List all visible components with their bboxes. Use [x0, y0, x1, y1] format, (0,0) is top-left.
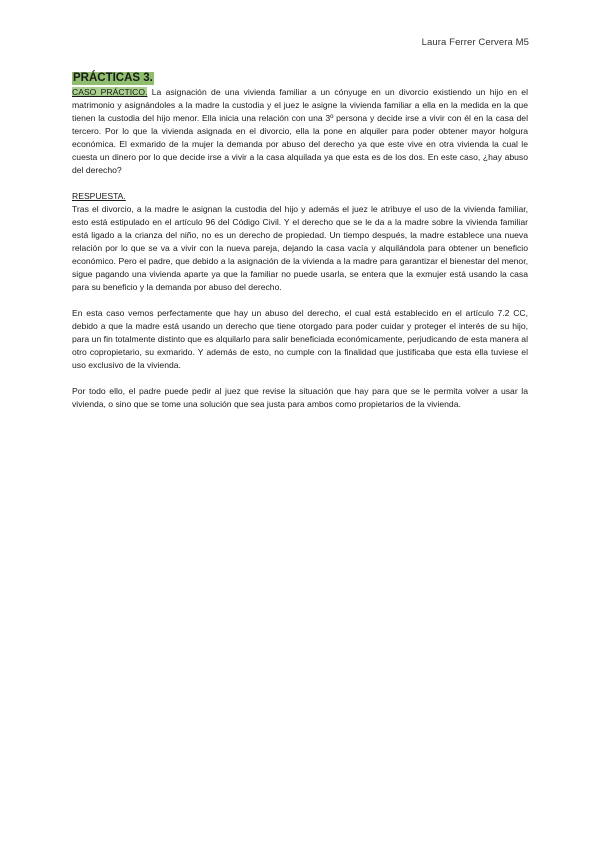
case-label: CASO PRÁCTICO.: [72, 87, 148, 97]
spacer: [72, 372, 528, 385]
case-text: La asignación de una vivienda familiar a un cónyuge en un divorcio existiendo un hijo en el matrimonio y asignándoles a la madre la custodia y el juez le asigne la vivienda familiar a ella en la medida en la que tienen la custodia del hijo menor. Ella inicia una relación con una 3º persona y decide irse a vivir con él en la casa del tercero. Por lo que la vivienda asignada en el divorcio, ella la pone en alquiler para poder obtener mayor holgura económica. El exmarido de la mujer la demanda por abuso del derecho ya que este vive en otra vivienda la cual le cuesta un dinero por lo que decide irse a vivir a la casa alquilada ya que esta es de los dos. En este caso, ¿hay abuso del derecho?: [72, 87, 528, 175]
answer-paragraph-3: Por todo ello, el padre puede pedir al juez que revise la situación que hay para que se le permita volver a usar la vivienda, o sino que se tome una solución que sea justa para ambos como propietarios de la vivienda.: [72, 386, 528, 409]
answer-paragraph-1: Tras el divorcio, a la madre le asignan la custodia del hijo y además el juez le atribuye el uso de la vivienda familiar, esto está estipulado en el artículo 96 del Código Civil. Y el derecho que se le da a la madre sobre la vivienda familiar está ligado a la crianza del niño, no es un derecho de propiedad. Un tiempo después, la madre establece una nueva relación por lo que se va a vivir con la nueva pareja, dejando la casa vacía y alquilándola para obtener un beneficio económico. Pero el padre, que debido a la asignación de la vivienda a la madre para garantizar el bienestar del menor, sigue pagando una vivienda aparte ya que la familiar no puede usarla, se entera que la exmujer está usando la casa para su beneficio y la demanda por abuso del derecho.: [72, 204, 528, 292]
answer-label: RESPUESTA.: [72, 191, 126, 201]
spacer: [72, 177, 528, 190]
page-title: PRÁCTICAS 3.: [73, 72, 153, 84]
author-header: Laura Ferrer Cervera M5: [421, 37, 529, 48]
case-paragraph: [72, 86, 528, 177]
spacer: [72, 294, 528, 307]
answer-paragraph-2: En esta caso vemos perfectamente que hay un abuso del derecho, el cual está establecido en el artículo 7.2 CC, debido a que la madre está usando un derecho que tiene otorgado para poder cuidar y proteger el interés de su hijo, para un fin totalmente distinto que es alquilarlo para salir beneficiada económicamente, perjudicando de esta manera al otro copropietario, su exmarido. Y además de esto, no cumple con la finalidad que justificaba que esta ella tuviese el uso exclusivo de la vivienda.: [72, 308, 528, 370]
answer-label-line: [72, 190, 528, 203]
document-body: [72, 72, 528, 411]
